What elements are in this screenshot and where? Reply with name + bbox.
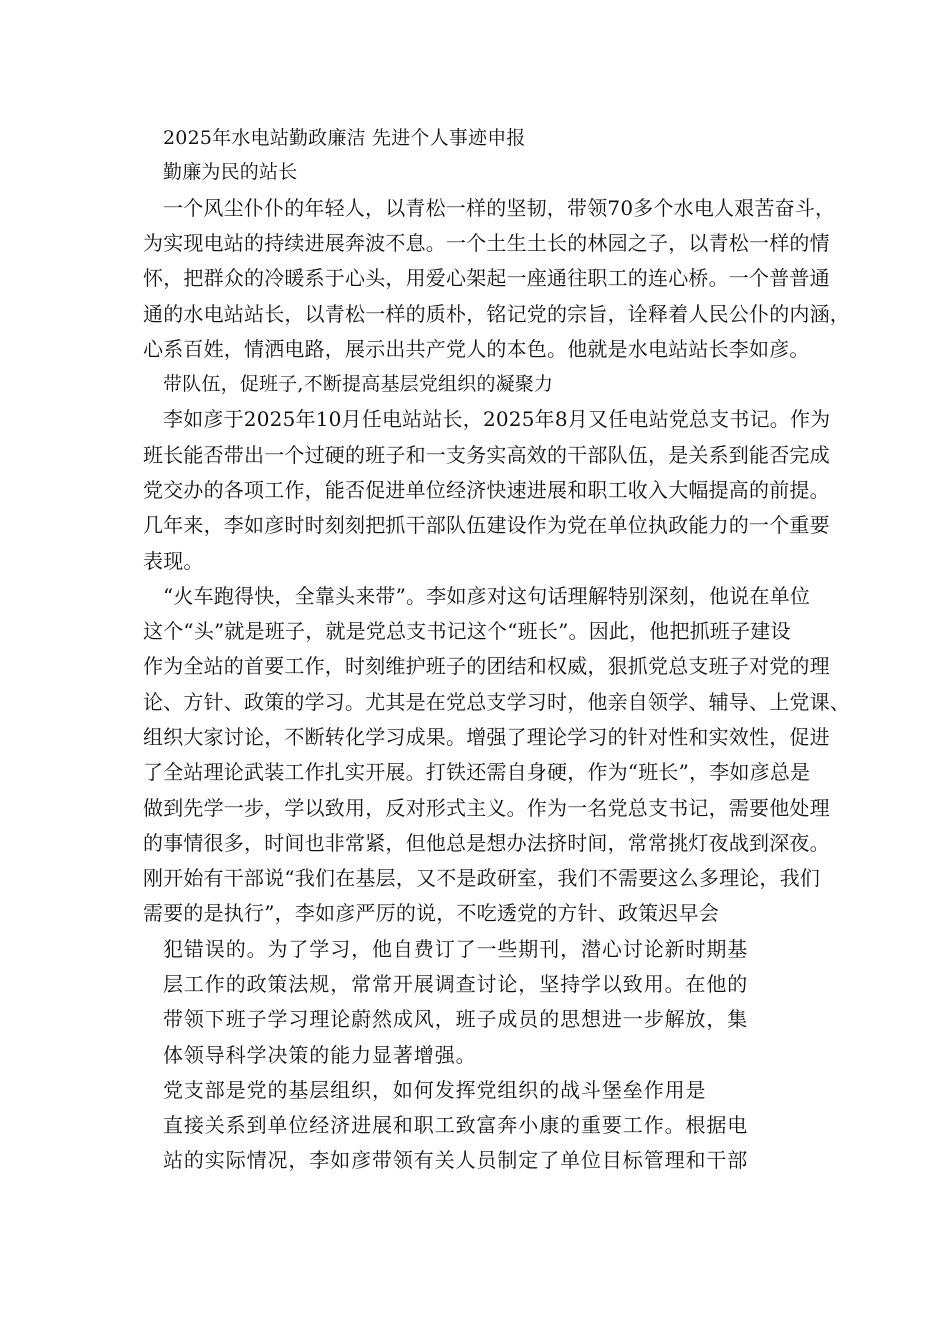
- body-line-24: 带领下班子学习理论蔚然成风，班子成员的思想进一步解放，集: [163, 1007, 749, 1031]
- body-line-12: “火车跑得快，全靠头来带”。李如彦对这句话理解特别深刻，他说在单位: [163, 584, 811, 608]
- body-line-13: 这个“头”就是班子，就是党总支书记这个“班长”。因此，他把抓班子建设: [143, 619, 791, 643]
- body-line-1: 一个风尘仆仆的年轻人，以青松一样的坚韧，带领70多个水电人艰苦奋斗，: [163, 196, 836, 220]
- body-line-9: 党交办的各项工作，能否促进单位经济快速进展和职工收入大幅提高的前提。: [143, 478, 830, 502]
- document-subtitle: 勤廉为民的站长: [163, 161, 298, 183]
- body-line-2: 为实现电站的持续进展奔波不息。一个土生土长的林园之子，以青松一样的情: [143, 231, 830, 255]
- body-line-3: 怀，把群众的冷暖系于心头，用爱心架起一座通往职工的连心桥。一个普普通: [143, 266, 830, 290]
- body-line-5: 心系百姓，情洒电路，展示出共产党人的本色。他就是水电站站长李如彦。: [143, 337, 810, 361]
- body-line-22: 犯错误的。为了学习，他自费订了一些期刊，潜心讨论新时期基: [163, 937, 749, 961]
- document-title: 2025年水电站勤政廉洁 先进个人事迹申报: [163, 127, 526, 149]
- body-line-18: 做到先学一步，学以致用，反对形式主义。作为一名党总支书记，需要他处理: [143, 796, 830, 820]
- body-line-17: 了全站理论武装工作扎实开展。打铁还需自身硬，作为“班长”，李如彦总是: [143, 760, 811, 784]
- body-line-20: 刚开始有干部说“我们在基层，又不是政研室，我们不需要这么多理论，我们: [143, 866, 821, 890]
- body-line-7: 李如彦于2025年10月任电站站长，2025年8月又任电站党总支书记。作为: [163, 407, 831, 431]
- body-line-25: 体领导科学决策的能力显著增强。: [163, 1043, 477, 1067]
- body-line-10: 几年来，李如彦时时刻刻把抓干部队伍建设作为党在单位执政能力的一个重要: [143, 513, 830, 537]
- body-line-28: 站的实际情况，李如彦带领有关人员制定了单位目标管理和干部: [163, 1148, 749, 1172]
- body-line-4: 通的水电站站长，以青松一样的质朴，铭记党的宗旨，诠释着人民公仆的内涵，: [143, 302, 850, 326]
- body-line-27: 直接关系到单位经济进展和职工致富奔小康的重要工作。根据电: [163, 1113, 749, 1137]
- body-line-21: 需要的是执行”，李如彦严厉的说，不吃透党的方针、政策迟早会: [143, 901, 720, 925]
- body-line-14: 作为全站的首要工作，时刻维护班子的团结和权威，狠抓党总支班子对党的理: [143, 654, 830, 678]
- body-line-8: 班长能否带出一个过硬的班子和一支务实高效的干部队伍，是关系到能否完成: [143, 443, 830, 467]
- body-line-19: 的事情很多，时间也非常紧，但他总是想办法挤时间，常常挑灯夜战到深夜。: [143, 831, 830, 855]
- body-line-26: 党支部是党的基层组织，如何发挥党组织的战斗堡垒作用是: [163, 1078, 707, 1102]
- body-line-11: 表现。: [143, 549, 204, 573]
- body-line-16: 组织大家讨论，不断转化学习成果。增强了理论学习的针对性和实效性，促进: [143, 725, 830, 749]
- body-line-15: 论、方针、政策的学习。尤其是在党总支学习时，他亲自领学、辅导、上党课、: [143, 690, 850, 714]
- body-line-23: 层工作的政策法规，常常开展调查讨论，坚持学以致用。在他的: [163, 972, 749, 996]
- section-heading: 带队伍，促班子,不断提高基层党组织的凝聚力: [163, 373, 554, 395]
